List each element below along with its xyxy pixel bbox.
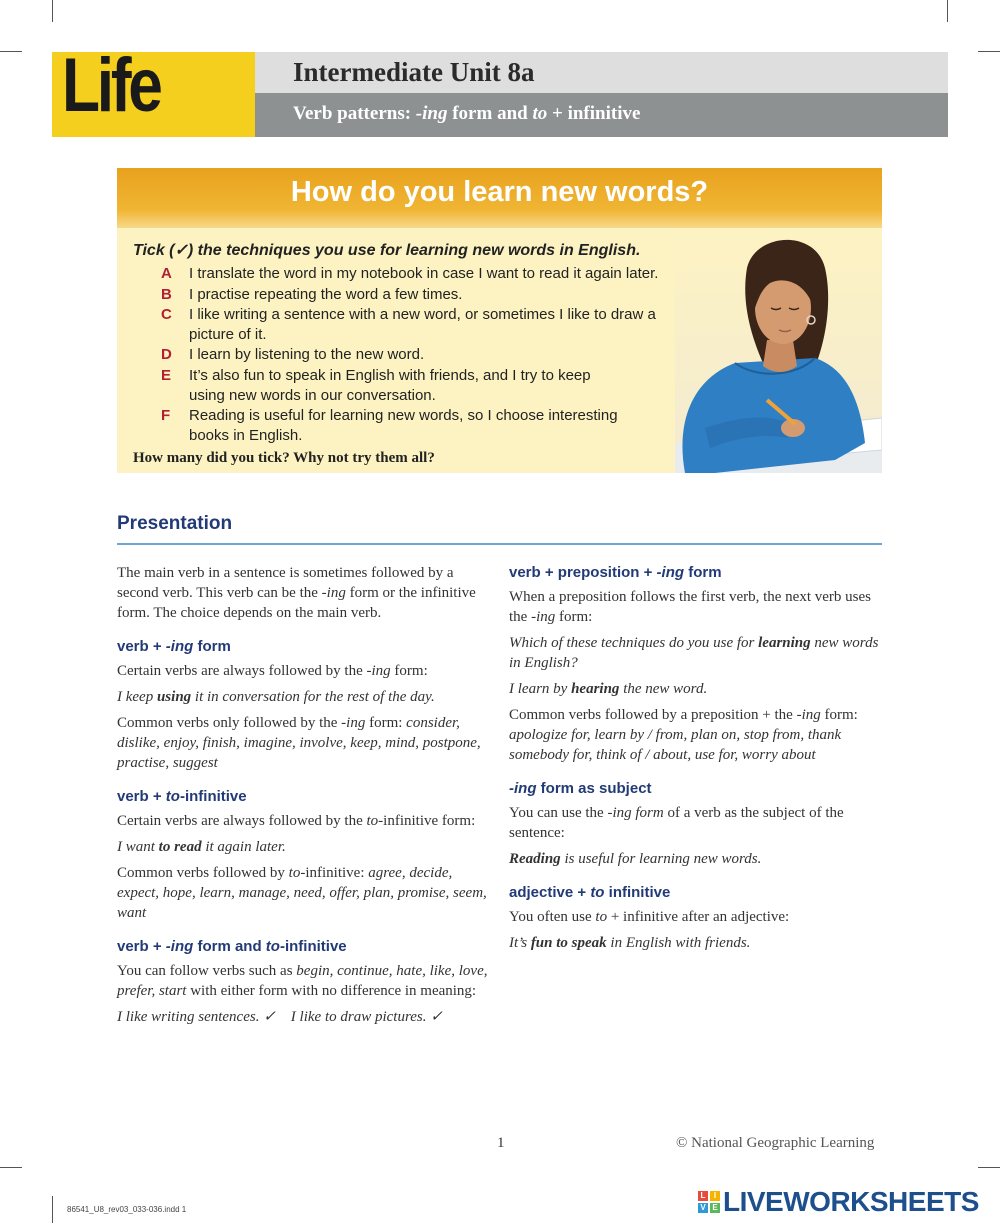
unit-subtitle: Verb patterns: -ing form and to + infinitive: [293, 103, 641, 124]
option-d[interactable]: [161, 345, 661, 365]
paragraph: You often use to + infinitive after an adjective:: [509, 909, 790, 925]
option-letter: A: [161, 265, 172, 282]
section-heading-ing-subject: -ing form as subject: [509, 780, 652, 797]
option-text: I practise repeating the word a few times.: [189, 286, 463, 303]
option-letter: B: [161, 286, 172, 303]
paragraph: Common verbs followed by a preposition + the -ing form: apologize for, learn by / from, plan on, stop from, thank somebody for, think of / about, use for, worry about: [509, 707, 858, 763]
section-heading-adjective-to-infinitive: adjective + to infinitive: [509, 884, 671, 901]
paragraph: You can use the -ing form of a verb as the subject of the sentence:: [509, 805, 844, 841]
option-text: It’s also fun to speak in English with friends, and I try to keep using new words in our conversation.: [189, 367, 591, 404]
file-info: 86541_U8_rev03_033-036.indd 1: [67, 1205, 187, 1214]
title-band: [255, 52, 948, 93]
crop-mark: [0, 1167, 22, 1168]
paragraph: Certain verbs are always followed by the to-infinitive form:: [117, 813, 476, 829]
section-heading-verb-ing: verb + -ing form: [117, 638, 231, 655]
intro-paragraph: The main verb in a sentence is sometimes followed by a second verb. This verb can be the -ing form or the infinitive form. The choice depends on the main verb.: [117, 565, 476, 621]
activity-closing: How many did you tick? Why not try them all?: [133, 450, 435, 466]
paragraph: You can follow verbs such as begin, continue, hate, like, love, prefer, start with either form with no difference in meaning:: [117, 963, 488, 999]
example-sentence: It’s fun to speak in English with friends.: [509, 935, 751, 951]
option-b[interactable]: [161, 285, 661, 305]
presentation-heading: Presentation: [117, 513, 233, 534]
option-text: I translate the word in my notebook in case I want to read it again later.: [189, 265, 659, 282]
example-sentence: Reading is useful for learning new words.: [509, 851, 762, 867]
brand-block: L: [698, 1191, 708, 1201]
brand-block: E: [710, 1203, 720, 1213]
crop-mark: [978, 1167, 1000, 1168]
left-column: [117, 563, 489, 1033]
option-f[interactable]: [161, 406, 641, 446]
section-heading-verb-to-infinitive: verb + to-infinitive: [117, 788, 247, 805]
example-sentence: Which of these techniques do you use for learning new words in English?: [509, 635, 879, 671]
student-writing-photo: [675, 228, 882, 473]
option-letter: C: [161, 306, 172, 323]
presentation-divider: [117, 543, 882, 545]
activity-instruction: Tick (✓) the techniques you use for learning new words in English.: [133, 242, 641, 259]
brand-block: V: [698, 1203, 708, 1213]
unit-title: Intermediate Unit 8a: [293, 57, 535, 87]
copyright: © National Geographic Learning: [676, 1135, 875, 1151]
life-logo: Life: [62, 43, 160, 128]
example-sentence: I like writing sentences. ✓ I like to draw pictures. ✓: [117, 1009, 443, 1025]
paragraph: Common verbs followed by to-infinitive: agree, decide, expect, hope, learn, manage, need, offer, plan, promise, seem, want: [117, 865, 487, 921]
option-e[interactable]: [161, 366, 606, 406]
option-text: Reading is useful for learning new words, so I choose interesting books in English.: [189, 407, 618, 444]
activity-box: [117, 168, 882, 473]
option-letter: F: [161, 407, 171, 424]
section-heading-verb-preposition-ing: verb + preposition + -ing form: [509, 564, 722, 581]
liveworksheets-wordmark: LIVEWORKSHEETS: [723, 1186, 979, 1217]
option-c[interactable]: [161, 305, 686, 345]
option-letter: D: [161, 346, 172, 363]
option-letter: E: [161, 367, 172, 384]
crop-mark: [978, 51, 1000, 52]
subtitle-band: [255, 93, 948, 137]
page-number: 1: [497, 1135, 505, 1151]
option-a[interactable]: [161, 264, 691, 284]
liveworksheets-blocks-icon: [698, 1191, 720, 1213]
paragraph: Common verbs only followed by the -ing form: consider, dislike, enjoy, finish, imagine, involve, keep, mind, postpone, practise, suggest: [117, 715, 481, 771]
example-sentence: I learn by hearing the new word.: [509, 681, 708, 697]
option-text: I learn by listening to the new word.: [189, 346, 425, 363]
activity-title: How do you learn new words?: [290, 176, 709, 208]
paragraph: Certain verbs are always followed by the -ing form:: [117, 663, 428, 679]
crop-mark: [947, 0, 948, 22]
right-column: [509, 563, 884, 959]
section-heading-verb-ing-and-to: verb + -ing form and to-infinitive: [117, 938, 347, 955]
example-sentence: I want to read it again later.: [117, 839, 286, 855]
crop-mark: [52, 0, 53, 22]
option-text: I like writing a sentence with a new word, or sometimes I like to draw a picture of it.: [189, 306, 656, 343]
brand-block: I: [710, 1191, 720, 1201]
paragraph: When a preposition follows the first verb, the next verb uses the -ing form:: [509, 589, 871, 625]
example-sentence: I keep using it in conversation for the rest of the day.: [117, 689, 435, 705]
crop-mark: [0, 51, 22, 52]
crop-mark: [52, 1196, 53, 1223]
liveworksheets-logo[interactable]: [698, 1186, 979, 1218]
